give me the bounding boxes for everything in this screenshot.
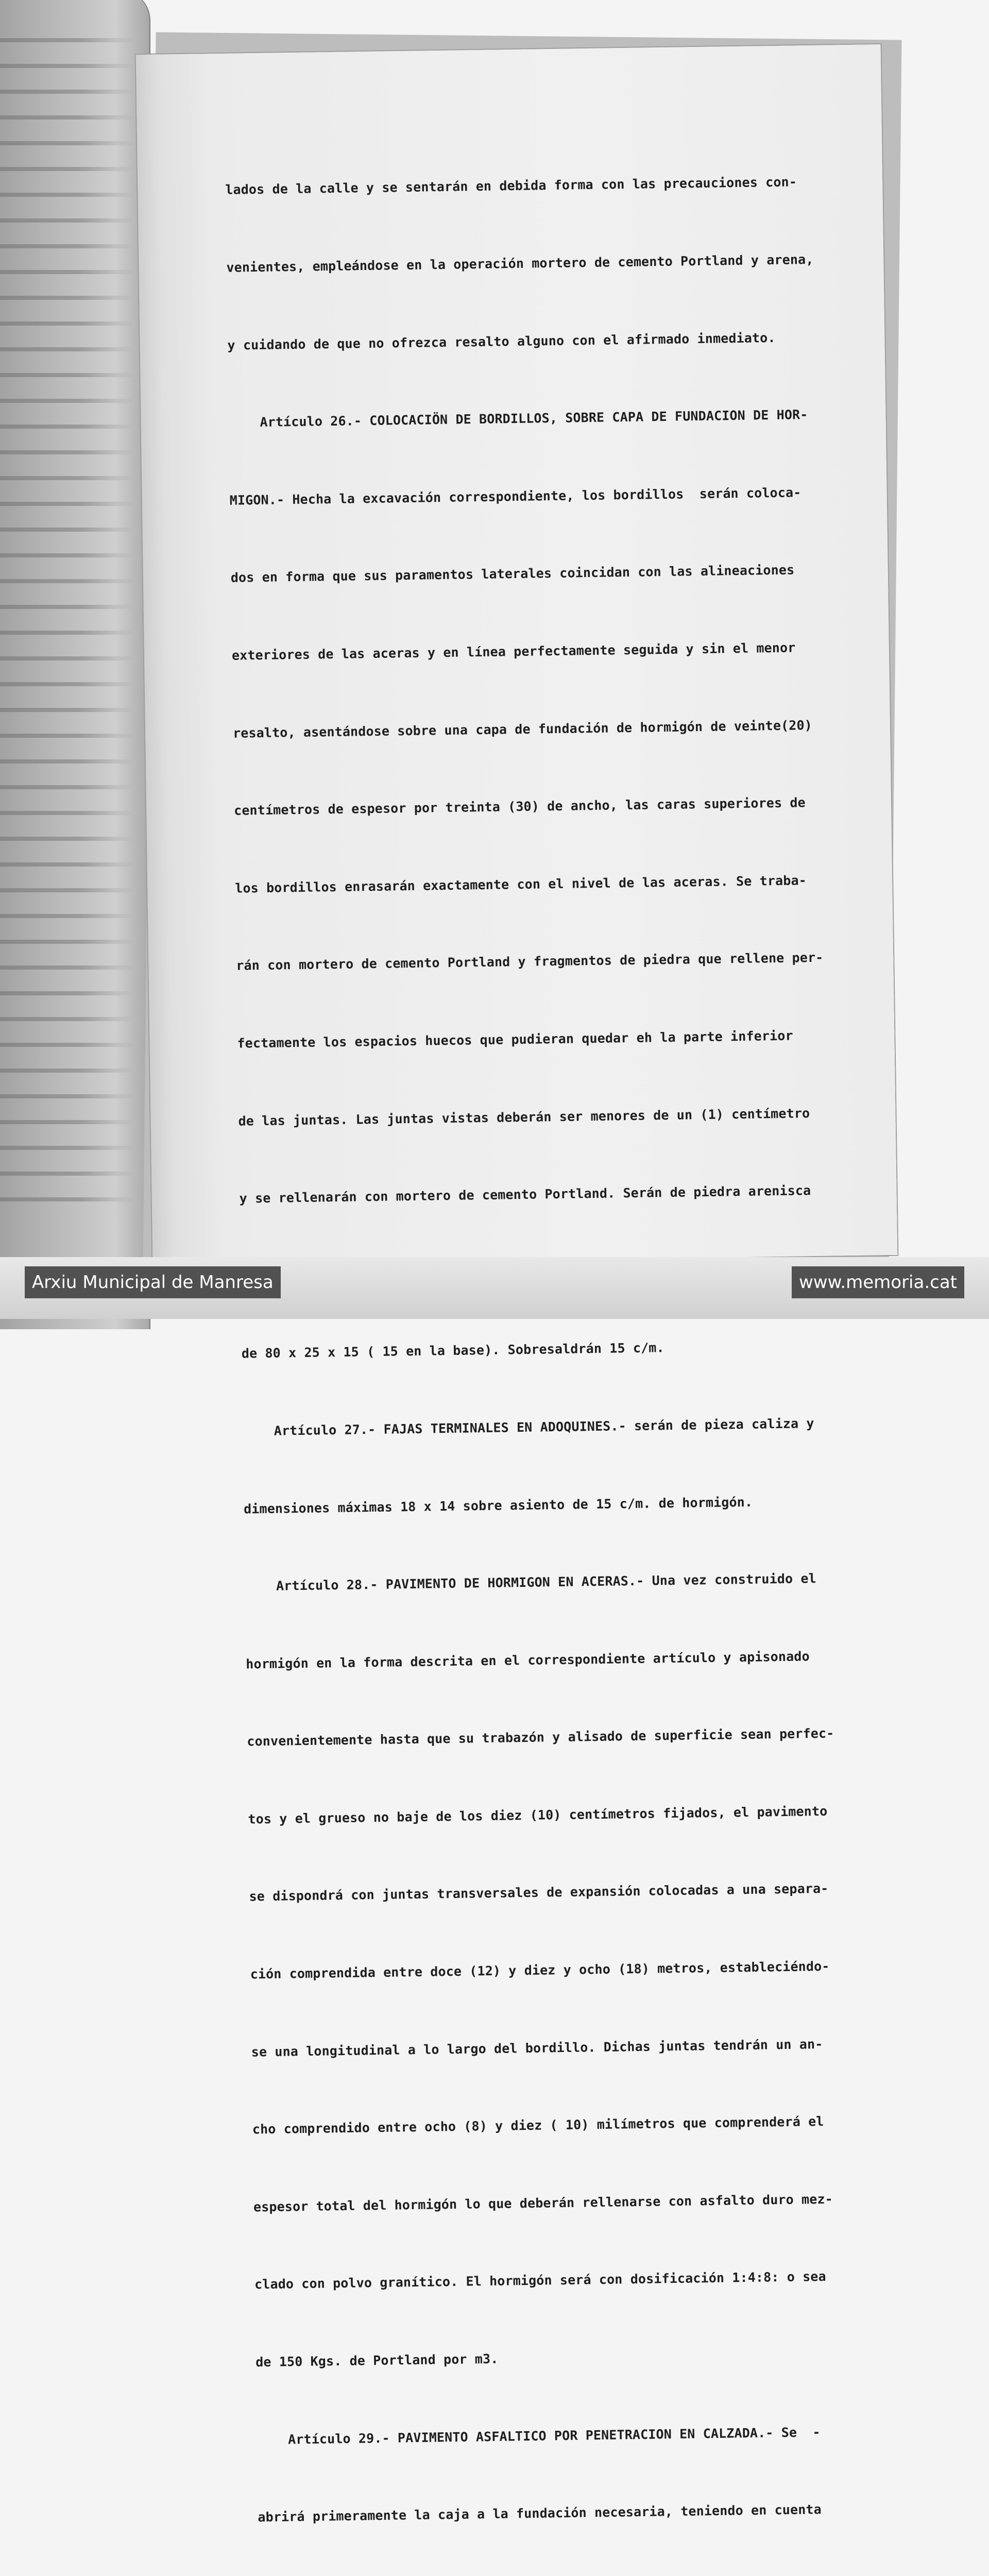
text-line: venientes, empleándose en la operación mortero de cemento Portland y arena, <box>226 251 814 275</box>
text-line: resalto, asentándose sobre una capa de fundación de hormigón de veinte(20) <box>232 717 813 741</box>
text-line: los bordillos enrasarán exactamente con el nivel de las aceras. Se traba- <box>235 872 807 896</box>
archive-credit-label: Arxiu Municipal de Manresa <box>25 1266 281 1298</box>
text-line: y se rellenarán con mortero de cemento Portland. Serán de piedra arenisca <box>239 1183 811 1206</box>
text-line: ción comprendida entre doce (12) y diez y ocho (18) metros, estableciéndo- <box>250 1958 830 1982</box>
text-line: abrirá primeramente la caja a la fundación necesaria, teniendo en cuenta <box>258 2502 822 2525</box>
text-line: centímetros de espesor por treinta (30) de ancho, las caras superiores de <box>233 795 806 818</box>
article-27-heading: Artículo 27.- FAJAS TERMINALES EN ADOQUINES.- serán de pieza caliza y <box>242 1415 814 1439</box>
text-line: espesor total del hormigón lo que deberán rellenarse con asfalto duro mez- <box>253 2191 833 2215</box>
text-line: hormigón en la forma descrita en el correspondiente artículo y apisonado <box>246 1648 810 1672</box>
text-line: convenientemente hasta que su trabazón y alisado de superficie sean perfec- <box>247 1725 834 1749</box>
article-28-heading: Artículo 28.- PAVIMENTO DE HORMIGON EN ACERAS.- Una vez construido el <box>244 1571 816 1594</box>
text-line: tos y el grueso no baje de los diez (10) centímetros fijados, el pavimento <box>248 1803 828 1827</box>
left-facing-page <box>0 0 150 1329</box>
text-line: dos en forma que sus paramentos laterales coincidan con las alineaciones <box>230 562 795 586</box>
article-29-heading: Artículo 29.- PAVIMENTO ASFALTICO POR PENETRACION EN CALZADA.- Se - <box>257 2424 821 2448</box>
text-line: clado con polvo granítico. El hormigón será con dosificación 1:4:8: o sea <box>254 2269 826 2292</box>
text-line: cho comprendido entre ocho (8) y diez ( 10) milímetros que comprenderá el <box>252 2114 824 2137</box>
text-line: dimensiones máximas 18 x 14 sobre asiento de 15 c/m. de hormigón. <box>243 1494 753 1517</box>
text-line: se una longitudinal a lo largo del bordillo. Dichas juntas tendrán un an- <box>251 2036 823 2060</box>
text-line: de las juntas. Las juntas vistas deberán ser menores de un (1) centímetro <box>238 1105 810 1129</box>
article-26-heading: Artículo 26.- COLOCACIÖN DE BORDILLOS, SOBRE CAPA DE FUNDACION DE HOR- <box>228 407 808 430</box>
website-credit-label: www.memoria.cat <box>792 1266 964 1298</box>
text-line: MIGON.- Hecha la excavación correspondiente, los bordillos serán coloca- <box>229 485 802 508</box>
bleed-through-text <box>0 21 134 1206</box>
text-line: se dispondrá con juntas transversales de expansión colocadas a una separa- <box>249 1881 829 1904</box>
text-line: fectamente los espacios huecos que pudieran quedar eh la parte inferior <box>237 1028 793 1051</box>
text-line: exteriores de las aceras y en línea perfectamente seguida y sin el menor <box>231 640 796 663</box>
page-text <box>225 117 906 2576</box>
text-line <box>259 2573 893 2576</box>
text-line: y cuidando de que no ofrezca resalto alguno con el afirmado inmediato. <box>227 330 776 353</box>
text-line: de 80 x 25 x 15 ( 15 en la base). Sobresaldrán 15 c/m. <box>241 1340 664 1361</box>
text-line: lados de la calle y se sentarán en debida forma con las precauciones con- <box>225 174 797 198</box>
text-line: rán con mortero de cemento Portland y fragmentos de piedra que rellene per- <box>236 950 824 974</box>
text-line: de 150 Kgs. de Portland por m3. <box>255 2351 499 2370</box>
